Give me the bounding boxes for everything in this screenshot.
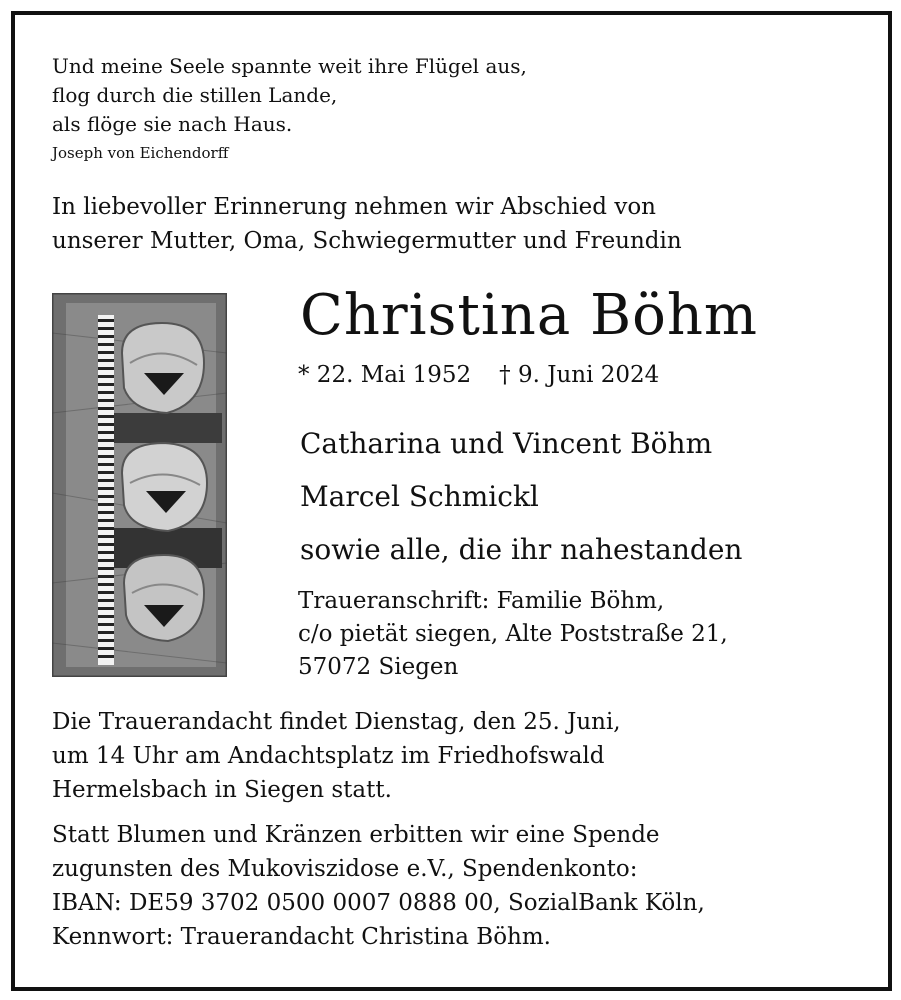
donation-info xyxy=(52,818,705,954)
address-line: Traueranschrift: Familie Böhm, xyxy=(298,588,665,614)
poem-line: flog durch die stillen Lande, xyxy=(52,83,338,107)
address-line: c/o pietät siegen, Alte Poststraße 21, xyxy=(298,621,728,647)
deceased-name: Christina Böhm xyxy=(300,283,759,348)
donation-line: Statt Blumen und Kränzen erbitten wir eine Spende xyxy=(52,822,660,848)
poem-line: als flöge sie nach Haus. xyxy=(52,112,293,136)
service-line: um 14 Uhr am Andachtsplatz im Friedhofswald xyxy=(52,743,605,769)
service-line: Hermelsbach in Siegen statt. xyxy=(52,777,392,803)
mourner-line: Marcel Schmickl xyxy=(300,480,539,513)
poem xyxy=(52,52,527,139)
quilt-artwork-image xyxy=(52,293,227,677)
donation-line: Kennwort: Trauerandacht Christina Böhm. xyxy=(52,924,551,950)
poem-line: Und meine Seele spannte weit ihre Flügel aus, xyxy=(52,54,527,78)
intro-line: In liebevoller Erinnerung nehmen wir Abschied von xyxy=(52,194,656,220)
birth-date: * 22. Mai 1952 xyxy=(298,362,472,388)
mourner-line: Catharina und Vincent Böhm xyxy=(300,427,713,460)
intro-text xyxy=(52,190,682,258)
mourning-address xyxy=(298,585,728,684)
donation-line: zugunsten des Mukoviszidose e.V., Spendenkonto: xyxy=(52,856,638,882)
death-date: † 9. Juni 2024 xyxy=(499,362,660,388)
poem-author: Joseph von Eichendorff xyxy=(52,144,229,162)
service-line: Die Trauerandacht findet Dienstag, den 25. Juni, xyxy=(52,709,621,735)
mourner-line: sowie alle, die ihr nahestanden xyxy=(300,533,743,566)
address-line: 57072 Siegen xyxy=(298,654,459,680)
mourners-list xyxy=(300,417,742,576)
life-dates xyxy=(298,362,659,388)
donation-line: IBAN: DE59 3702 0500 0007 0888 00, SozialBank Köln, xyxy=(52,890,705,916)
intro-line: unserer Mutter, Oma, Schwiegermutter und Freundin xyxy=(52,228,682,254)
memorial-service-info xyxy=(52,705,621,807)
